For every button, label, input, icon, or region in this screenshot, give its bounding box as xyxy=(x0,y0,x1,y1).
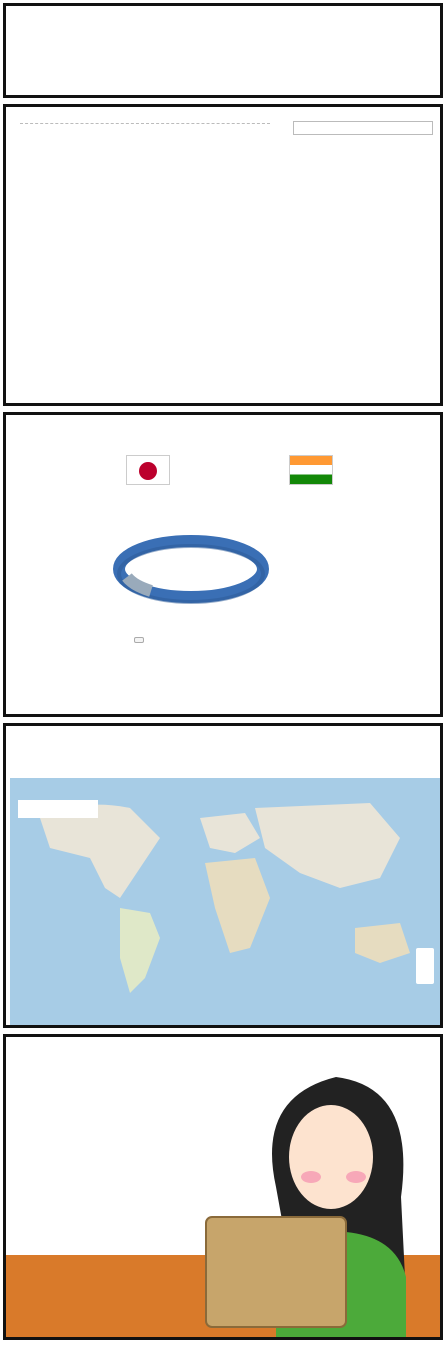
country-ring-chart xyxy=(111,527,271,627)
divider xyxy=(20,123,270,124)
fc-box xyxy=(293,121,433,135)
map-panel xyxy=(3,723,443,1028)
zoom-control[interactable] xyxy=(416,948,434,984)
cheek xyxy=(301,1171,321,1183)
face xyxy=(289,1105,373,1209)
blog-panel xyxy=(3,104,443,406)
map-type-tabs xyxy=(18,800,98,818)
asia xyxy=(255,803,400,888)
africa xyxy=(205,858,270,953)
australia xyxy=(355,923,410,963)
cheek xyxy=(346,1171,366,1183)
girl-illustration xyxy=(6,1037,440,1337)
create-counter-button[interactable] xyxy=(134,637,144,643)
blog-posts xyxy=(20,113,270,132)
north-america xyxy=(40,805,160,898)
visitors-line-chart xyxy=(154,659,286,715)
europe xyxy=(200,813,260,853)
japan-flag xyxy=(126,455,170,485)
stats-panel xyxy=(3,412,443,717)
illustration-panel xyxy=(3,1034,443,1340)
laptop xyxy=(206,1217,346,1327)
world-map[interactable] xyxy=(10,778,440,1025)
title-panel xyxy=(3,3,443,98)
south-america xyxy=(120,908,160,993)
flag-counter-widget[interactable] xyxy=(293,111,433,135)
india-flag xyxy=(289,455,333,485)
